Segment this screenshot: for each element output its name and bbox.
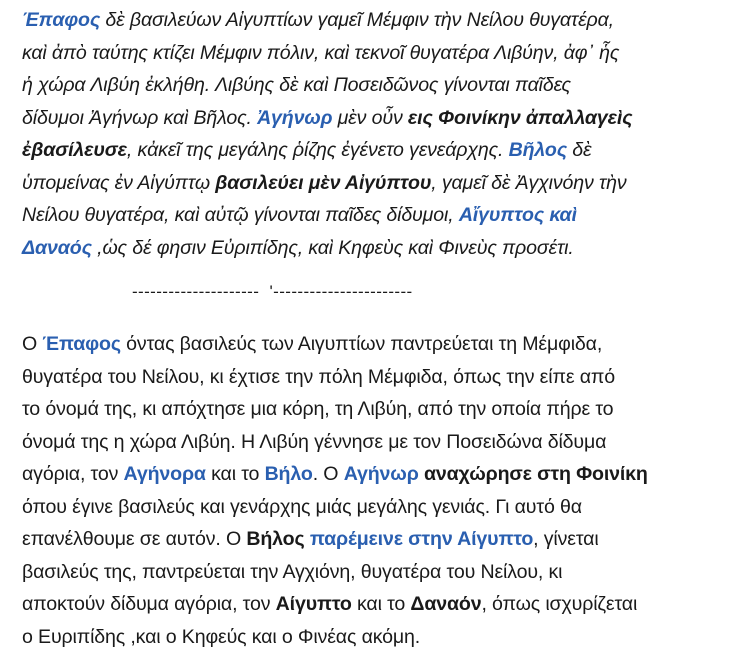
phrase-basileuei: βασιλεύει μὲν Αἰγύπτου [215,171,432,194]
phrase-ebasileuse: ἐβασίλευσε [22,139,127,161]
modern-line-5: αγόρια, τον Αγήνορα και το Βήλο. Ο Αγήνωρ αναχώρησε στη Φοινίκη [22,463,648,485]
modern-line-9: αποκτούν δίδυμα αγόρια, τον Αίγυπτο και το Δαναόν, όπως ισχυρίζεται [22,593,638,615]
ancient-line-2: καὶ ἀπὸ ταύτης κτίζει Μέμφιν πόλιν, καὶ τεκνοῖ θυγατέρα Λιβύην, ἀφ᾽ ἧς [22,41,620,64]
name-aigypto: Αίγυπτο [275,593,352,615]
name-belos-modern: Βήλος [246,528,305,550]
ancient-line-4: δίδυμοι Ἀγήνωρ καὶ Βῆλος. Ἀγήνωρ μὲν οὖν εις Φοινίκην ἀπαλλαγεὶς [22,106,633,129]
ancient-line-8: Δαναός ,ὡς δέ φησιν Εὐριπίδης, καὶ Κηφεὺς καὶ Φινεὺς προσέτι. [22,236,574,259]
modern-line-7: επανέλθουμε σε αυτόν. Ο Βήλος παρέμεινε στην Αίγυπτο, γίνεται [22,528,599,550]
phrase-anachorise: αναχώρησε στη Φοινίκη [423,463,648,485]
modern-line-6: όπου έγινε βασιλεύς και γενάρχης μιάς μεγάλης γενιάς. Γι αυτό θα [22,495,582,518]
name-danaos: Δαναός [22,236,92,259]
modern-line-10: ο Ευριπίδης ,και ο Κηφεύς και ο Φινέας ακόμη. [22,625,421,648]
ancient-line-5: ἐβασίλευσε, κἀκεῖ της μεγάλης ῥίζης ἐγένετο γενεάρχης. Βῆλος δὲ [22,139,592,161]
ancient-line-1: Έπαφος δὲ βασιλεύων Αἰγυπτίων γαμεῖ Μέμφιν τὴν Νείλου θυγατέρα, [22,9,614,31]
modern-line-2: θυγατέρα του Νείλου, κι έχτισε την πόλη Μέμφιδα, όπως την είπε από [22,365,615,388]
ancient-greek-paragraph [22,0,738,264]
modern-line-4: όνομά της η χώρα Λιβύη. Η Λιβύη γέννησε με τον Ποσειδώνα δίδυμα [22,430,607,453]
ancient-line-3: ἡ χώρα Λιβύη ἐκλήθη. Λιβύης δὲ καὶ Ποσειδῶνος γίνονται παῖδες [22,74,571,96]
ancient-line-7: Νείλου θυγατέρα, καὶ αὐτῷ γίνονται παῖδες δίδυμοι, Αἴγυπτος καὶ [22,204,577,226]
modern-line-3: το όνομά της, κι απόχτησε μια κόρη, τη Λιβύη, από την οποία πήρε το [22,398,614,420]
name-agenora: Αγήνορα [123,463,206,485]
modern-greek-paragraph [22,328,648,653]
document [22,0,738,648]
modern-line-8: βασιλεύς της, παντρεύεται την Αγχιόνη, θυγατέρα του Νείλου, κι [22,560,563,583]
section-divider: --------------------- '----------------------- [132,282,413,301]
name-epaphos: Έπαφος [22,9,101,31]
name-epaphos-modern: Έπαφος [42,333,121,355]
modern-line-1: Ο Έπαφος όντας βασιλεύς των Αιγυπτίων παντρεύεται τη Μέμφιδα, [22,333,603,355]
name-agenor-modern: Αγήνωρ [343,463,419,485]
phrase-paremeine: παρέμεινε στην Αίγυπτο [309,528,534,550]
name-danaon: Δαναόν [410,593,482,615]
phrase-phoenicia: εις Φοινίκην ἀπαλλαγεὶς [407,106,633,129]
name-belos: Βῆλος [508,139,567,161]
ancient-line-6: ὑπομείνας ἐν Αἰγύπτῳ βασιλεύει μὲν Αἰγύπτου, γαμεῖ δὲ Ἀγχινόην τὴν [22,171,627,194]
name-belo: Βήλο [264,463,313,485]
name-aigyptos: Αἴγυπτος καὶ [458,204,577,226]
name-agenor: Ἀγήνωρ [257,106,333,129]
